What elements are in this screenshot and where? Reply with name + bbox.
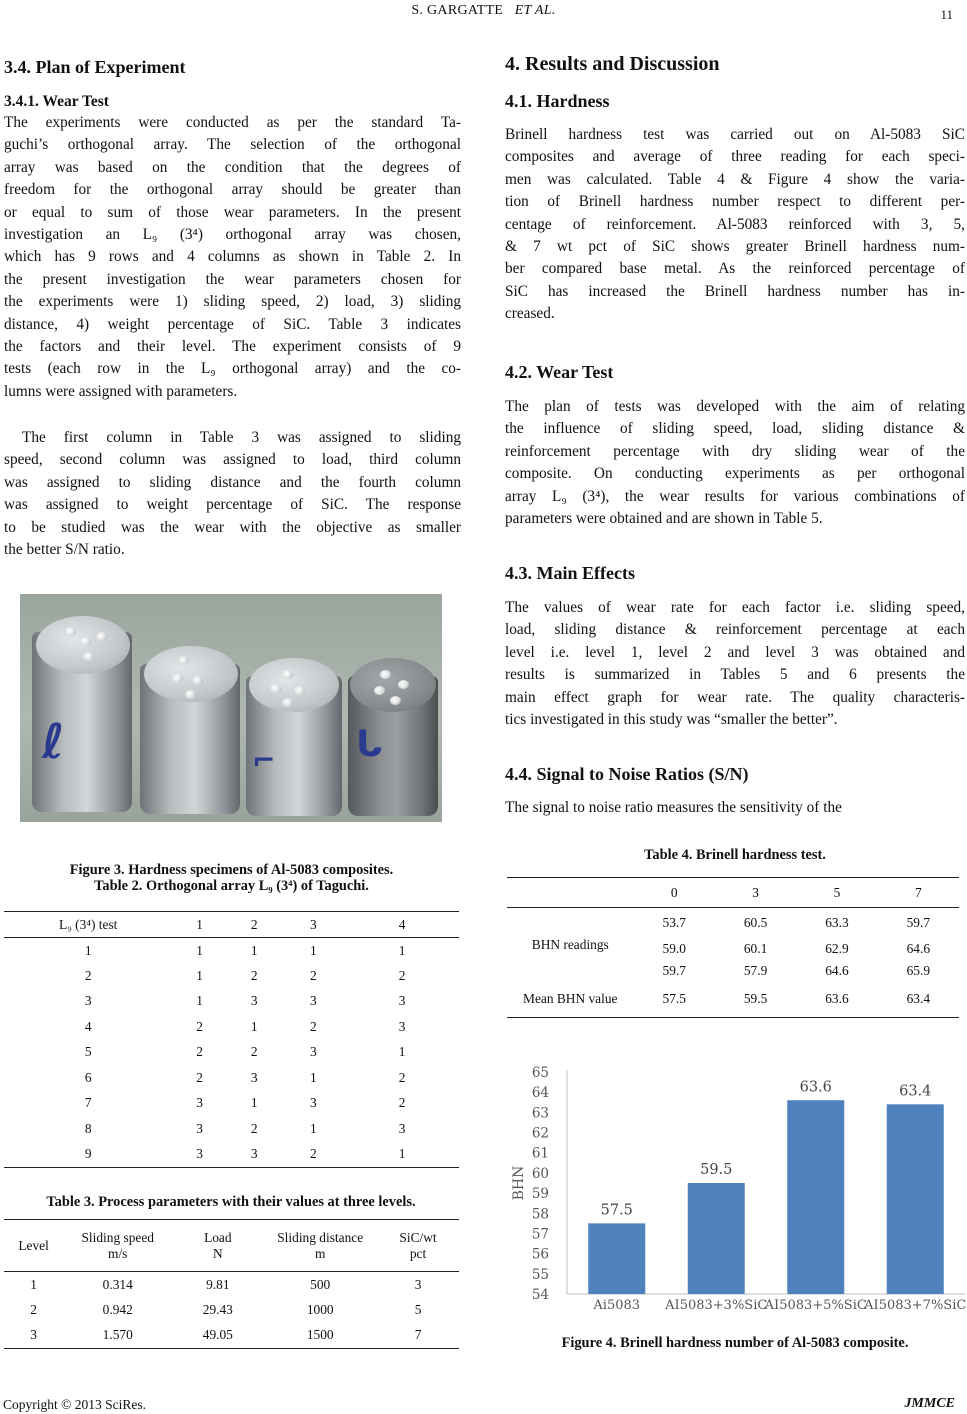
page-number: 11 [940,7,953,22]
specimen-mark: ᒐ [356,724,383,765]
table-cell: 3 [398,993,406,1009]
text-line: the factors and their level. The experiment consists of 9 [4,338,461,356]
page-header [0,3,967,23]
table-2-caption: Table 2. Orthogonal array L₉ (3⁴) of Taguchi. [94,878,369,894]
table-cell: 3 [398,1018,406,1034]
specimen-mark: ℓ [42,714,65,770]
table-cell: 3 [310,1095,317,1111]
indent [390,696,401,705]
table-cell: 0.942 [102,1301,133,1317]
text-line: load, sliding distance & reinforcement percentage at each [505,621,965,639]
table-cell: 3 [250,1069,258,1085]
text-line: The experiments were conducted as per the standard Ta- [4,114,461,131]
y-tick-label: 63 [531,1105,549,1122]
data-label: 59.5 [700,1162,733,1178]
specimen-mark: ⌐ [252,744,276,777]
table-cell: 1 [398,1146,406,1161]
text-line: composites and average of three reading for each speci- [505,148,965,166]
indent [282,670,293,679]
text-line: & 7 wt pct of SiC shows greater Brinell hardness num- [505,238,965,256]
specimen-3-top [249,658,339,712]
table-row [4,1323,459,1349]
table-header-line: N [212,1245,223,1261]
table-cell: 2 [310,1018,317,1034]
paragraph-wear-test [505,396,965,530]
table-cell: 2 [196,1018,203,1034]
paragraph-main-effects [505,597,965,731]
table-header-cell: 4 [398,916,406,932]
table-header-line: Load [204,1229,232,1245]
table-header-row [507,878,959,908]
paragraph-wear-test-1 [4,112,461,403]
text-line: tion of Brinell hardness number respect to different per- [505,193,965,211]
table-cell: 1 [250,1095,258,1111]
data-label: 57.5 [600,1202,633,1219]
table-2-orthogonal-array [4,911,459,1168]
table-row [4,1040,459,1066]
indent [80,637,91,646]
text-line: array L₉ (3⁴), the wear results for various combinations of [505,487,965,505]
table-header-line: pct [409,1245,427,1261]
text-line: which has 9 rows and 4 columns as shown in Table 2. In [4,248,461,266]
table-cell: 9.81 [206,1276,230,1292]
y-tick-label: 58 [531,1206,549,1223]
table-cell: 3 [398,1120,406,1136]
table-cell: 64.6 [906,940,931,956]
table-cell: 5 [84,1044,92,1060]
data-label: 63.6 [799,1079,832,1096]
text-line: freedom for the orthogonal array should be greater than [4,181,461,199]
table-cell: 63.4 [906,991,931,1007]
table-cell: 1 [310,1069,317,1085]
table-row [4,963,459,989]
text-line: reinforcement percentage with dry sliding wear of the [505,442,965,460]
bhn-bar-chart [505,1062,967,1314]
table-cell: 2 [250,1044,258,1060]
table-cell: 2 [196,1044,203,1060]
table-header-cell: 1 [196,916,203,932]
text-line: the better S/N ratio. [4,541,125,559]
text-line: The first column in Table 3 was assigned to sliding [22,429,461,446]
table-header-line: Level [18,1237,49,1253]
table-cell: 2 [310,967,317,983]
table-header-cell: 3 [752,884,759,900]
copyright-footer: Copyright © 2013 SciRes. [3,1397,147,1412]
table-cell: 7 [414,1327,422,1342]
table-header-cell [172,1220,263,1272]
table-cell: 1000 [306,1301,334,1317]
table-cell: 3 [84,993,92,1009]
table-cell: 59.5 [743,991,768,1007]
table-row [4,1091,459,1117]
table-row [4,1116,459,1142]
table-row [507,982,959,1018]
bhn-readings-label: BHN readings [531,936,609,952]
table-cell: 64.6 [825,962,849,978]
x-tick-label: AI5083+3%SiC [665,1298,768,1313]
table-4-brinell-hardness [507,877,959,1018]
table-cell: 5 [414,1301,422,1317]
table-cell: 3 [250,993,258,1009]
table-cell: 6 [84,1069,92,1085]
indent [398,680,409,689]
table-cell: 2 [250,967,258,983]
section-3-4-1-heading: 3.4.1. Wear Test [4,93,109,110]
text-line: The signal to noise ratio measures the sensitivity of the [505,799,842,816]
text-line: SiC has increased the Brinell hardness number has in- [505,282,965,300]
table-cell: 3 [310,993,317,1009]
table-cell: 1500 [306,1327,334,1342]
text-line: array was based on the condition that the degrees of [4,158,461,176]
table-cell: 1 [310,942,317,958]
table-cell: 2 [84,967,92,983]
table-header-cell: 7 [914,884,922,900]
text-line: The plan of tests was developed with the aim of relating [505,398,965,415]
table-row [4,1142,459,1168]
indent [282,698,293,707]
table-cell: 57.9 [743,962,768,978]
text-line: tests (each row in the L₉ orthogonal array) and the co- [4,360,461,378]
x-tick-label: AI5083+7%SiC [864,1298,967,1313]
table-cell: 1 [196,942,203,958]
indent [172,674,183,683]
text-line: main effect graph for wear rate. The quality characteris- [505,688,965,706]
table-cell: 62.9 [825,940,849,956]
table-cell: 2 [398,967,406,983]
indent [380,670,391,679]
table-row [4,989,459,1015]
table-header-cell [377,1220,459,1272]
table-header-line: m [314,1245,326,1261]
y-tick-label: 65 [531,1065,549,1081]
table-cell: 60.5 [743,914,768,930]
text-line: composite. On conducting experiments as per orthogonal [505,465,965,483]
table-header-cell: 0 [670,884,678,900]
table-cell: 1 [30,1276,37,1292]
table-cell: 2 [310,1146,317,1161]
text-line: Brinell hardness test was carried out on Al-5083 SiC [505,126,965,143]
table-header-cell: 5 [833,884,841,900]
text-line: The values of wear rate for each factor i.e. sliding speed, [505,599,965,616]
table-cell: 1 [398,1044,406,1060]
bar-2 [688,1183,745,1294]
table-cell: 1 [310,1120,317,1136]
table-header-row [4,912,459,938]
table-header-cell: L₉ (3⁴) test [58,916,118,932]
table-cell: 3 [414,1276,422,1292]
text-line: creased. [505,305,555,323]
indent [83,652,94,661]
text-line: men was calculated. Table 4 & Figure 4 show the varia- [505,170,965,188]
indent [178,656,189,665]
table-row [4,1272,459,1298]
table-cell: 59.7 [662,962,686,978]
table-header-cell: 3 [310,916,317,932]
table-cell: 1 [250,942,258,958]
table-cell: 60.1 [743,940,768,956]
paragraph-hardness [505,124,965,326]
indent [374,686,385,695]
text-line: the influence of sliding speed, load, sliding distance & [505,420,965,438]
table-cell: 3 [250,1146,258,1161]
table-cell: 2 [398,1095,406,1111]
table-row [4,1014,459,1040]
x-tick-label: AI5083+5%SiC [764,1298,867,1313]
text-line: speed, second column was assigned to load, third column [4,451,461,469]
indent [96,632,107,641]
table-cell: 1 [196,993,203,1009]
table-cell: 7 [84,1095,92,1111]
x-tick-label: Ai5083 [593,1298,641,1313]
table-header-cell [507,878,634,908]
section-4-3-heading: 4.3. Main Effects [505,563,635,583]
hardness-specimens-photo [20,594,442,822]
text-line: centage of reinforcement. Al-5083 reinforced with 3, 5, [505,215,965,233]
table-cell: 59.7 [906,914,931,930]
figure-3-caption: Figure 3. Hardness specimens of Al-5083 composites. [69,862,394,878]
table-header-line: m/s [108,1245,128,1261]
table-cell: 4 [84,1018,92,1034]
section-3-4-heading: 3.4. Plan of Experiment [4,57,186,77]
bar-4 [887,1104,944,1294]
y-tick-label: 59 [531,1186,549,1203]
table-cell: 63.6 [825,991,849,1007]
table-cell: 63.3 [825,914,849,930]
text-line: investigation an L₉ (3⁴) orthogonal array was chosen, [4,226,461,244]
table-row [507,908,959,938]
table-cell: 1 [84,942,92,958]
y-tick-label: 64 [531,1085,549,1102]
table-cell: 500 [310,1276,331,1292]
table-header-line: Sliding speed [81,1229,154,1245]
table-cell: 3 [196,1120,203,1136]
section-4-2-heading: 4.2. Wear Test [505,362,614,382]
data-label: 63.4 [899,1083,932,1100]
table-cell: 1 [250,1018,258,1034]
header-etal: ET AL. [514,3,556,18]
table-header-row [4,1220,459,1272]
table-cell: 1 [196,967,203,983]
table-3-process-parameters [4,1219,459,1349]
y-tick-label: 54 [531,1287,549,1303]
table-cell: 2 [30,1301,37,1317]
indent [185,690,196,699]
table-cell: 1.570 [102,1327,133,1342]
text-line: the present investigation the wear parameters chosen for [4,270,461,288]
bar-3 [787,1100,844,1294]
text-line: was assigned to weight percentage of SiC. The response [4,496,461,514]
section-4-4-heading: 4.4. Signal to Noise Ratios (S/N) [505,764,749,784]
table-header-cell: 2 [250,916,258,932]
y-axis-label: BHN [511,1165,527,1201]
table-cell: 53.7 [662,914,686,930]
table-cell: 57.5 [662,991,686,1007]
figure-4-caption: Figure 4. Brinell hardness number of Al-5083 composite. [561,1335,909,1351]
table-header-line: Sliding distance [277,1229,364,1245]
table-header-cell [4,1220,63,1272]
text-line: results is summarized in Tables 5 and 6 presents the [505,666,965,684]
indent [192,676,203,685]
table-cell: 2 [250,1120,258,1136]
text-line: guchi’s orthogonal array. The selection of the orthogonal [4,136,461,154]
paragraph-signal-noise [505,797,965,819]
text-line: or equal to sum of those wear parameters. In the present [4,203,461,221]
text-line: tics investigated in this study was “smaller the better”. [505,711,838,729]
table-header-cell [63,1220,172,1272]
y-tick-label: 60 [531,1165,549,1182]
table-cell: 65.9 [906,962,931,978]
table-header-line: SiC/wt [399,1229,437,1245]
indent [294,686,305,695]
table-row [4,1065,459,1091]
mean-bhn-label: Mean BHN value [523,991,618,1007]
running-title [0,3,967,19]
y-tick-label: 56 [531,1246,549,1263]
y-tick-label: 57 [531,1226,549,1243]
table-cell: 3 [196,1146,203,1161]
text-line: level i.e. level 1, level 2 and level 3 was obtained and [505,643,965,661]
y-tick-label: 61 [531,1145,549,1162]
table-cell: 49.05 [202,1327,233,1342]
table-row [4,1297,459,1323]
table-cell: 59.0 [662,940,686,956]
table-4-caption: Table 4. Brinell hardness test. [644,847,826,863]
table-cell: 1 [398,942,406,958]
table-header-cell [263,1220,377,1272]
table-3-caption: Table 3. Process parameters with their values at three levels. [46,1194,416,1210]
text-line: ber compared base metal. As the reinforced percentage of [505,260,965,278]
table-row [4,938,459,964]
header-author: S. GARGATTE [411,3,504,18]
text-line: parameters were obtained and are shown in Table 5. [505,510,823,528]
table-cell: 9 [84,1146,92,1161]
text-line: the experiments were 1) sliding speed, 2) load, 3) sliding [4,293,461,311]
table-cell: 3 [30,1327,37,1342]
section-4-1-heading: 4.1. Hardness [505,91,610,111]
table-cell: 3 [196,1095,203,1111]
y-tick-label: 55 [531,1266,549,1283]
section-4-heading: 4. Results and Discussion [505,53,720,75]
text-line: was assigned to sliding distance and the fourth column [4,473,461,491]
table-cell: 3 [310,1044,317,1060]
table-cell: 2 [196,1069,203,1085]
indent [270,684,281,693]
y-tick-label: 62 [531,1125,549,1142]
bar-1 [588,1223,645,1294]
text-line: to be studied was the wear with the objective as smaller [4,518,461,536]
table-cell: 2 [398,1069,406,1085]
table-cell: 8 [84,1120,92,1136]
text-line: distance, 4) weight percentage of SiC. Table 3 indicates [4,315,461,333]
journal-footer: JMMCE [904,1396,955,1411]
table-cell: 29.43 [202,1301,233,1317]
indent [65,627,76,636]
text-line: lumns were assigned with parameters. [4,382,238,400]
table-cell: 0.314 [102,1276,133,1292]
paragraph-wear-test-2 [4,427,461,561]
